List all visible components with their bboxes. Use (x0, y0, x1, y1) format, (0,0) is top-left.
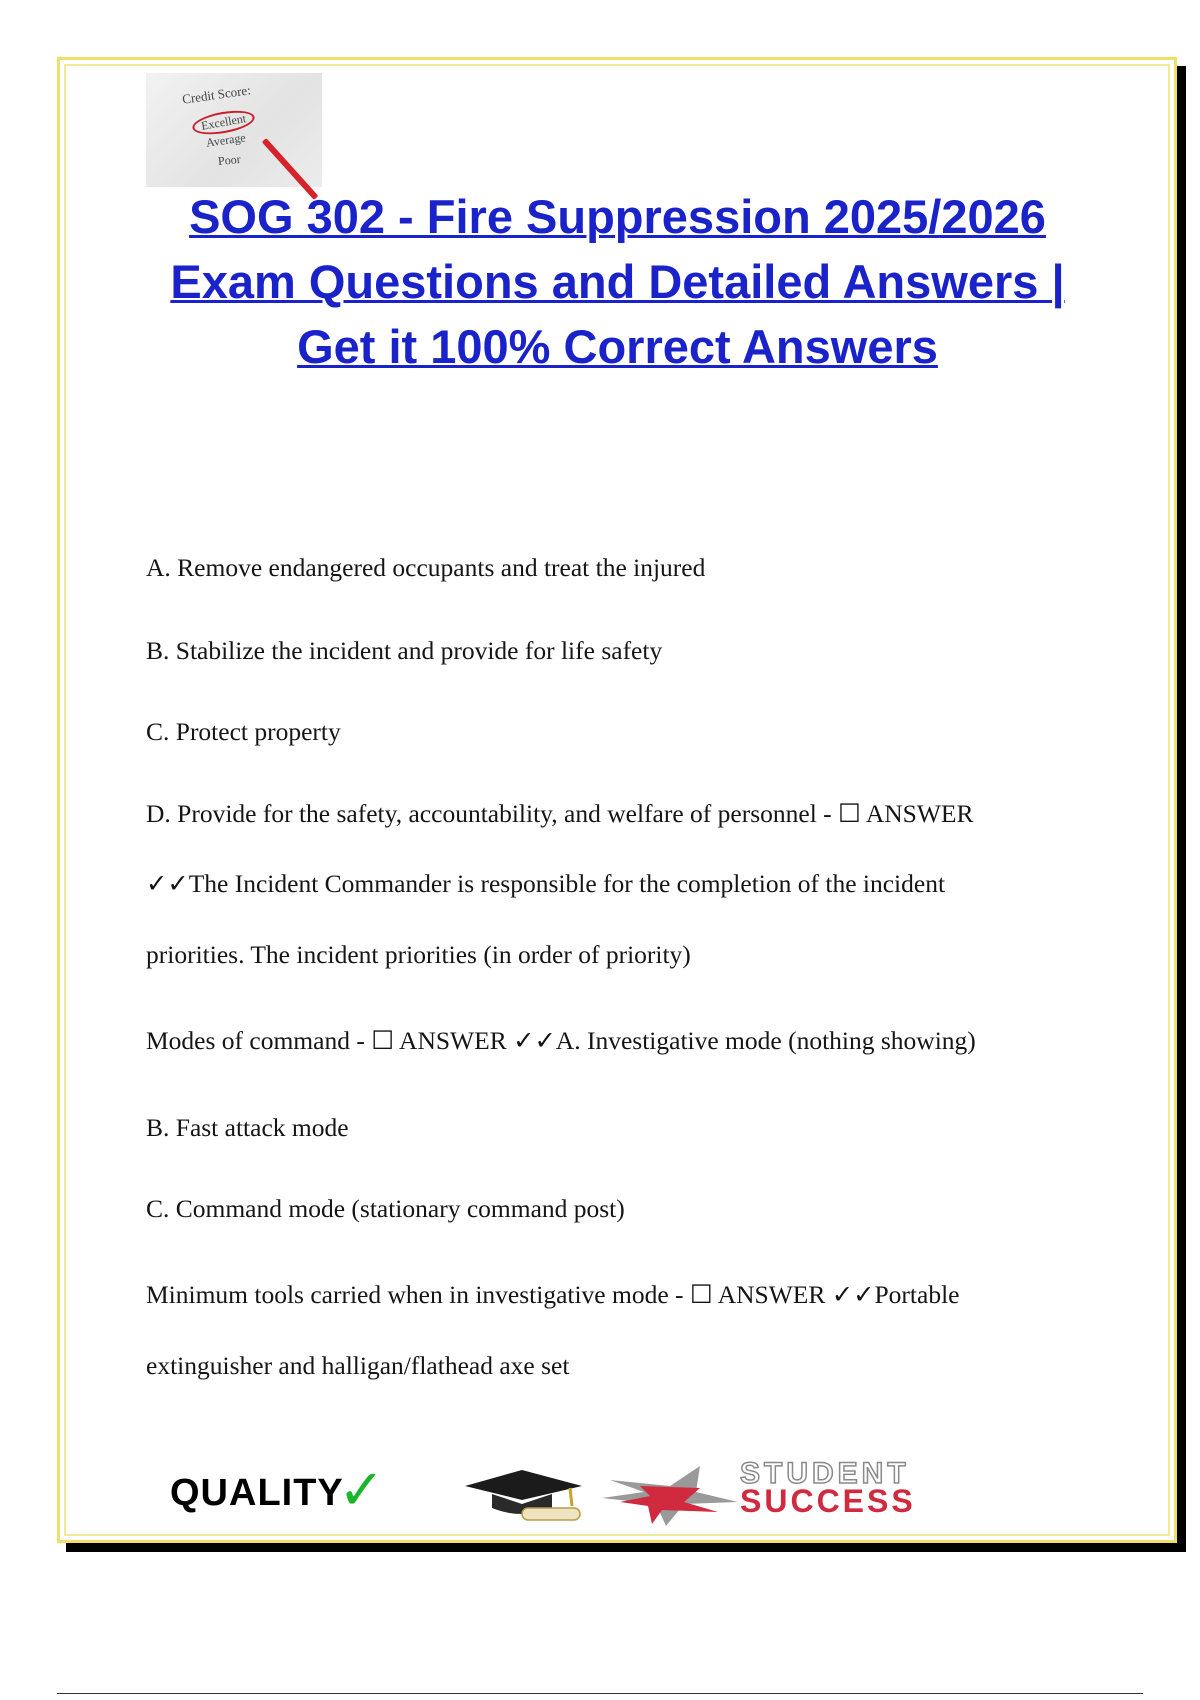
body-line: extinguisher and halligan/flathead axe set (146, 1351, 570, 1380)
title-line-2[interactable]: Exam Questions and Detailed Answers | (170, 255, 1065, 308)
star-logo-icon (600, 1462, 740, 1528)
body-line: B. Stabilize the incident and provide for life safety (146, 636, 663, 665)
body-line: D. Provide for the safety, accountability, and welfare of personnel - ☐ ANSWER (146, 799, 974, 828)
title-line-3[interactable]: Get it 100% Correct Answers (297, 320, 938, 373)
body-line: ✓✓The Incident Commander is responsible for the completion of the incident (146, 869, 946, 898)
body-line: priorities. The incident priorities (in order of priority) (146, 940, 691, 969)
body-line: A. Remove endangered occupants and treat the injured (146, 553, 706, 582)
body-line: B. Fast attack mode (146, 1113, 349, 1142)
bottom-rule (57, 1693, 1143, 1694)
success-logo-text: SUCCESS (740, 1483, 916, 1519)
quality-logo-text: QUALITY (170, 1472, 344, 1514)
body-line: Minimum tools carried when in investigative mode - ☐ ANSWER ✓✓Portable (146, 1280, 960, 1309)
body-line: C. Command mode (stationary command post) (146, 1194, 625, 1223)
graduation-cap-icon (460, 1464, 590, 1524)
logo-line: Credit Score: (181, 82, 252, 107)
check-icon: ✓ (338, 1458, 385, 1523)
credit-score-logo (146, 73, 322, 187)
student-logo-text: STUDENT (740, 1457, 910, 1490)
body-line: Modes of command - ☐ ANSWER ✓✓A. Investigative mode (nothing showing) (146, 1026, 976, 1055)
footer-logos (170, 1457, 1055, 1524)
body-line: C. Protect property (146, 717, 341, 746)
logo-line: Poor (217, 151, 242, 169)
logo-line: Average (205, 130, 247, 150)
title-line-1[interactable]: SOG 302 - Fire Suppression 2025/2026 (189, 190, 1046, 243)
logo-line-circled: Excellent (191, 107, 257, 139)
document-title[interactable] (120, 184, 1115, 379)
